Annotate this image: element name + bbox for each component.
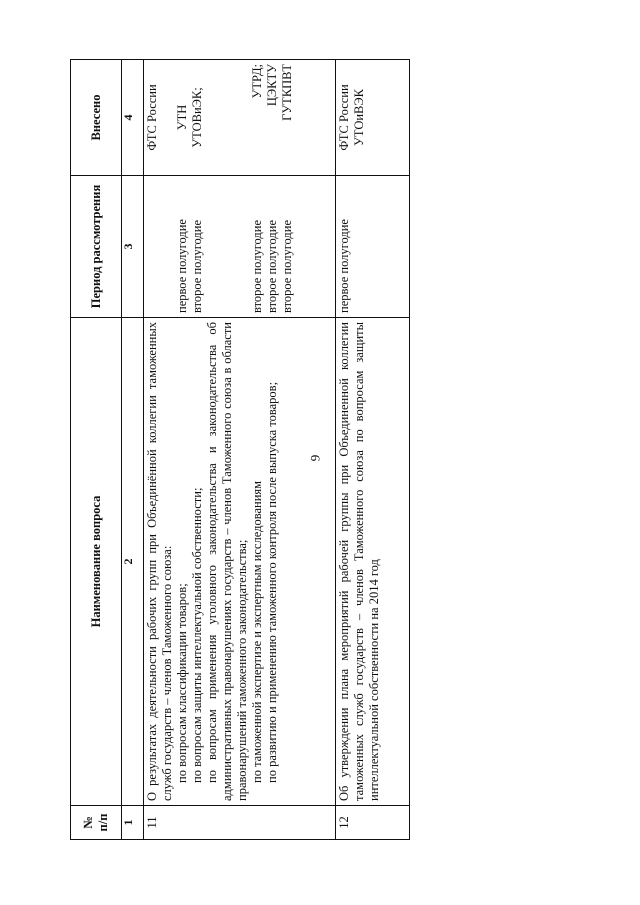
header-name: Наименование вопроса — [71, 318, 122, 806]
period-value: первое полугодие — [174, 219, 189, 313]
header-num: № п/п — [71, 806, 122, 840]
column-number: 3 — [122, 176, 144, 318]
submitted-by: ФТС России — [144, 84, 159, 151]
submitted-unit: УТРД; — [249, 64, 264, 99]
period-value: второе полугодие — [264, 219, 279, 313]
question-item: по развитию и применению таможенного контроля после выпуска товаров; — [264, 381, 279, 783]
column-number: 2 — [122, 318, 144, 806]
question-item: по таможенной экспертизе и экспертным исследованиям — [249, 480, 264, 783]
question-text: О результатах деятельности рабочих групп при Объединённой коллегии таможенных служб государств – членов Таможенного союза: — [144, 322, 174, 801]
question-item: по вопросам классификации товаров; — [174, 583, 189, 783]
header-submitted: Внесено — [71, 60, 122, 176]
page-number: 9 — [307, 454, 323, 462]
column-number: 1 — [122, 806, 144, 840]
question-text: Об утверждении плана мероприятий рабочей группы при Объединенной коллегии таможенных служб государств – членов Таможенного союза по вопросам защиты интеллектуальной собственности на 2014 год — [335, 318, 409, 806]
table-row — [335, 60, 409, 840]
period-value: второе полугодие — [249, 219, 264, 313]
row-number: 12 — [335, 806, 409, 840]
submitted-cell — [143, 60, 335, 176]
question-cell — [143, 318, 335, 806]
rotated-page-content — [70, 60, 410, 840]
submitted-unit: ЦЭКТУ — [264, 64, 279, 107]
column-number-row — [122, 60, 144, 840]
submitted-cell — [335, 60, 409, 176]
period-value: второе полугодие — [189, 219, 204, 313]
question-item: по вопросам применения уголовного законодательства и законодательства об административных правонарушениях государств – членов Таможенного союза в области правонарушений таможенного законодательства; — [204, 322, 249, 801]
submitted-unit: ГУТКПВТ — [279, 64, 294, 121]
header-period: Период рассмотрения — [71, 176, 122, 318]
period-value: второе полугодие — [279, 219, 294, 313]
submitted-unit: УТН — [174, 104, 189, 131]
table-header-row — [71, 60, 122, 840]
question-item: по вопросам защиты интеллектуальной собственности; — [189, 487, 204, 783]
row-number: 11 — [143, 806, 335, 840]
submitted-unit: УТОиВЭК — [351, 89, 366, 146]
table-row — [143, 60, 335, 840]
column-number: 4 — [122, 60, 144, 176]
submitted-unit: УТОВиЭК; — [189, 87, 204, 148]
submitted-by: ФТС России — [336, 84, 351, 151]
period-cell — [143, 176, 335, 318]
agenda-table — [70, 59, 410, 840]
period-value: первое полугодие — [335, 176, 409, 318]
